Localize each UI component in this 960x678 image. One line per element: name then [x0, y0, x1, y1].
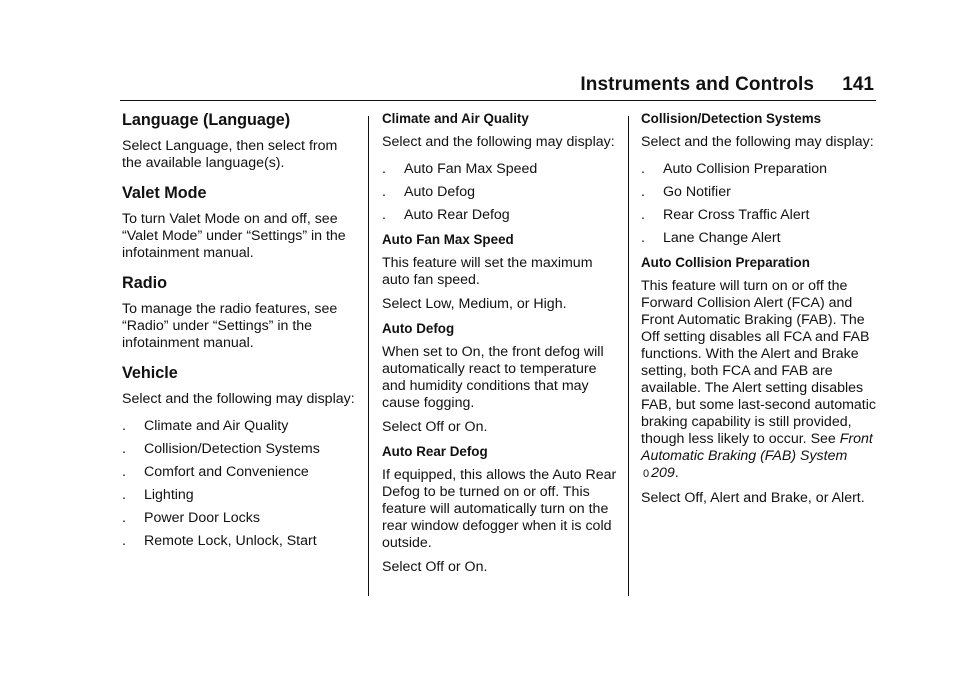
list-item [641, 161, 881, 178]
section-title: Instruments and Controls [580, 74, 814, 95]
bullet: . [641, 230, 645, 246]
list-item-text: Auto Rear Defog [404, 207, 510, 223]
column-3 [641, 110, 881, 507]
radio-text: To manage the radio features, see “Radio” under “Settings” in the infotainment manual. [122, 301, 338, 351]
ref-title: Front Automatic Braking (FAB) System [641, 431, 873, 464]
page-number: 141 [842, 74, 874, 95]
list-item [122, 464, 358, 481]
list-item [122, 418, 358, 435]
list-item [122, 533, 358, 550]
page-header [120, 74, 876, 102]
list-item [382, 184, 618, 201]
bullet: . [122, 441, 126, 457]
climate-text: Select and the following may display: [382, 134, 615, 150]
valet-text: To turn Valet Mode on and off, see “Valet Mode” under “Settings” in the infotainment manual. [122, 211, 346, 261]
list-item-text: Power Door Locks [144, 510, 260, 526]
heading-auto-rear-defog: Auto Rear Defog [382, 444, 488, 459]
list-item [382, 161, 618, 178]
bullet: . [382, 207, 386, 223]
fan-text: This feature will set the maximum auto fan speed. [382, 255, 593, 288]
defog-text: When set to On, the front defog will automatically react to temperature and humidity conditions that may cause fogging. [382, 344, 604, 411]
heading-radio: Radio [122, 274, 167, 292]
bullet: . [122, 487, 126, 503]
list-item-text: Lighting [144, 487, 194, 503]
rear-text: If equipped, this allows the Auto Rear Defog to be turned on or off. This feature will automatically turn on the rear window defogger when it is cold outside. [382, 467, 617, 551]
bullet: . [641, 207, 645, 223]
heading-collision: Collision/Detection Systems [641, 111, 822, 126]
heading-auto-defog: Auto Defog [382, 321, 455, 336]
acp-text: This feature will turn on or off the Forward Collision Alert (FCA) and Front Automatic Braking (FAB). The Off setting disables all FCA and FAB functions. With the Alert and Brake setting, both FCA and FAB are available. The Alert setting disables FAB, but some last-second automatic braking capability is still provided, though less likely to occur. See Front Automatic Braking (FAB) System 0 209. [641, 278, 876, 481]
heading-climate: Climate and Air Quality [382, 111, 529, 126]
bullet: . [122, 418, 126, 434]
see-label: See [810, 431, 836, 447]
list-item-text: Auto Defog [404, 184, 475, 200]
heading-vehicle: Vehicle [122, 364, 178, 382]
list-item [122, 510, 358, 527]
bullet: . [122, 510, 126, 526]
heading-valet-mode: Valet Mode [122, 184, 207, 202]
vehicle-text: Select and the following may display: [122, 391, 355, 407]
defog-select: Select Off or On. [382, 419, 488, 435]
page-ref-arrow-icon: 0 [643, 468, 650, 480]
list-item-text: Remote Lock, Unlock, Start [144, 533, 317, 549]
list-item [641, 207, 881, 224]
list-item-text: Comfort and Convenience [144, 464, 309, 480]
header-rule [120, 100, 876, 101]
list-item [122, 441, 358, 458]
heading-auto-collision-prep: Auto Collision Preparation [641, 255, 810, 270]
column-1 [122, 108, 358, 550]
collision-text: Select and the following may display: [641, 134, 874, 150]
bullet: . [382, 161, 386, 177]
heading-auto-fan: Auto Fan Max Speed [382, 232, 514, 247]
list-item [641, 230, 881, 247]
heading-language: Language (Language) [122, 111, 291, 129]
list-item-text: Collision/Detection Systems [144, 441, 320, 457]
column-2 [382, 110, 618, 576]
list-item-text: Auto Fan Max Speed [404, 161, 538, 177]
list-item-text: Go Notifier [663, 184, 731, 200]
bullet: . [122, 464, 126, 480]
acp-body: This feature will turn on or off the Forward Collision Alert (FCA) and Front Automatic Braking (FAB). The Off setting disables all FCA and FAB functions. With the Alert and Brake setting, both FCA and FAB are available. The Alert setting disables FAB, but some last-second automatic braking capability is still provided, though less likely to occur. [641, 278, 876, 447]
list-item [382, 207, 618, 224]
list-item-text: Climate and Air Quality [144, 418, 289, 434]
ref-page: 209 [651, 465, 675, 481]
bullet: . [382, 184, 386, 200]
bullet: . [122, 533, 126, 549]
list-item-text: Lane Change Alert [663, 230, 781, 246]
column-divider [628, 116, 629, 596]
bullet: . [641, 161, 645, 177]
acp-select: Select Off, Alert and Brake, or Alert. [641, 490, 865, 506]
list-item [641, 184, 881, 201]
bullet: . [641, 184, 645, 200]
fan-select: Select Low, Medium, or High. [382, 296, 567, 312]
list-item-text: Rear Cross Traffic Alert [663, 207, 810, 223]
column-divider [368, 116, 369, 596]
list-item [122, 487, 358, 504]
list-item-text: Auto Collision Preparation [663, 161, 828, 177]
language-text: Select Language, then select from the available language(s). [122, 138, 338, 171]
rear-select: Select Off or On. [382, 559, 488, 575]
